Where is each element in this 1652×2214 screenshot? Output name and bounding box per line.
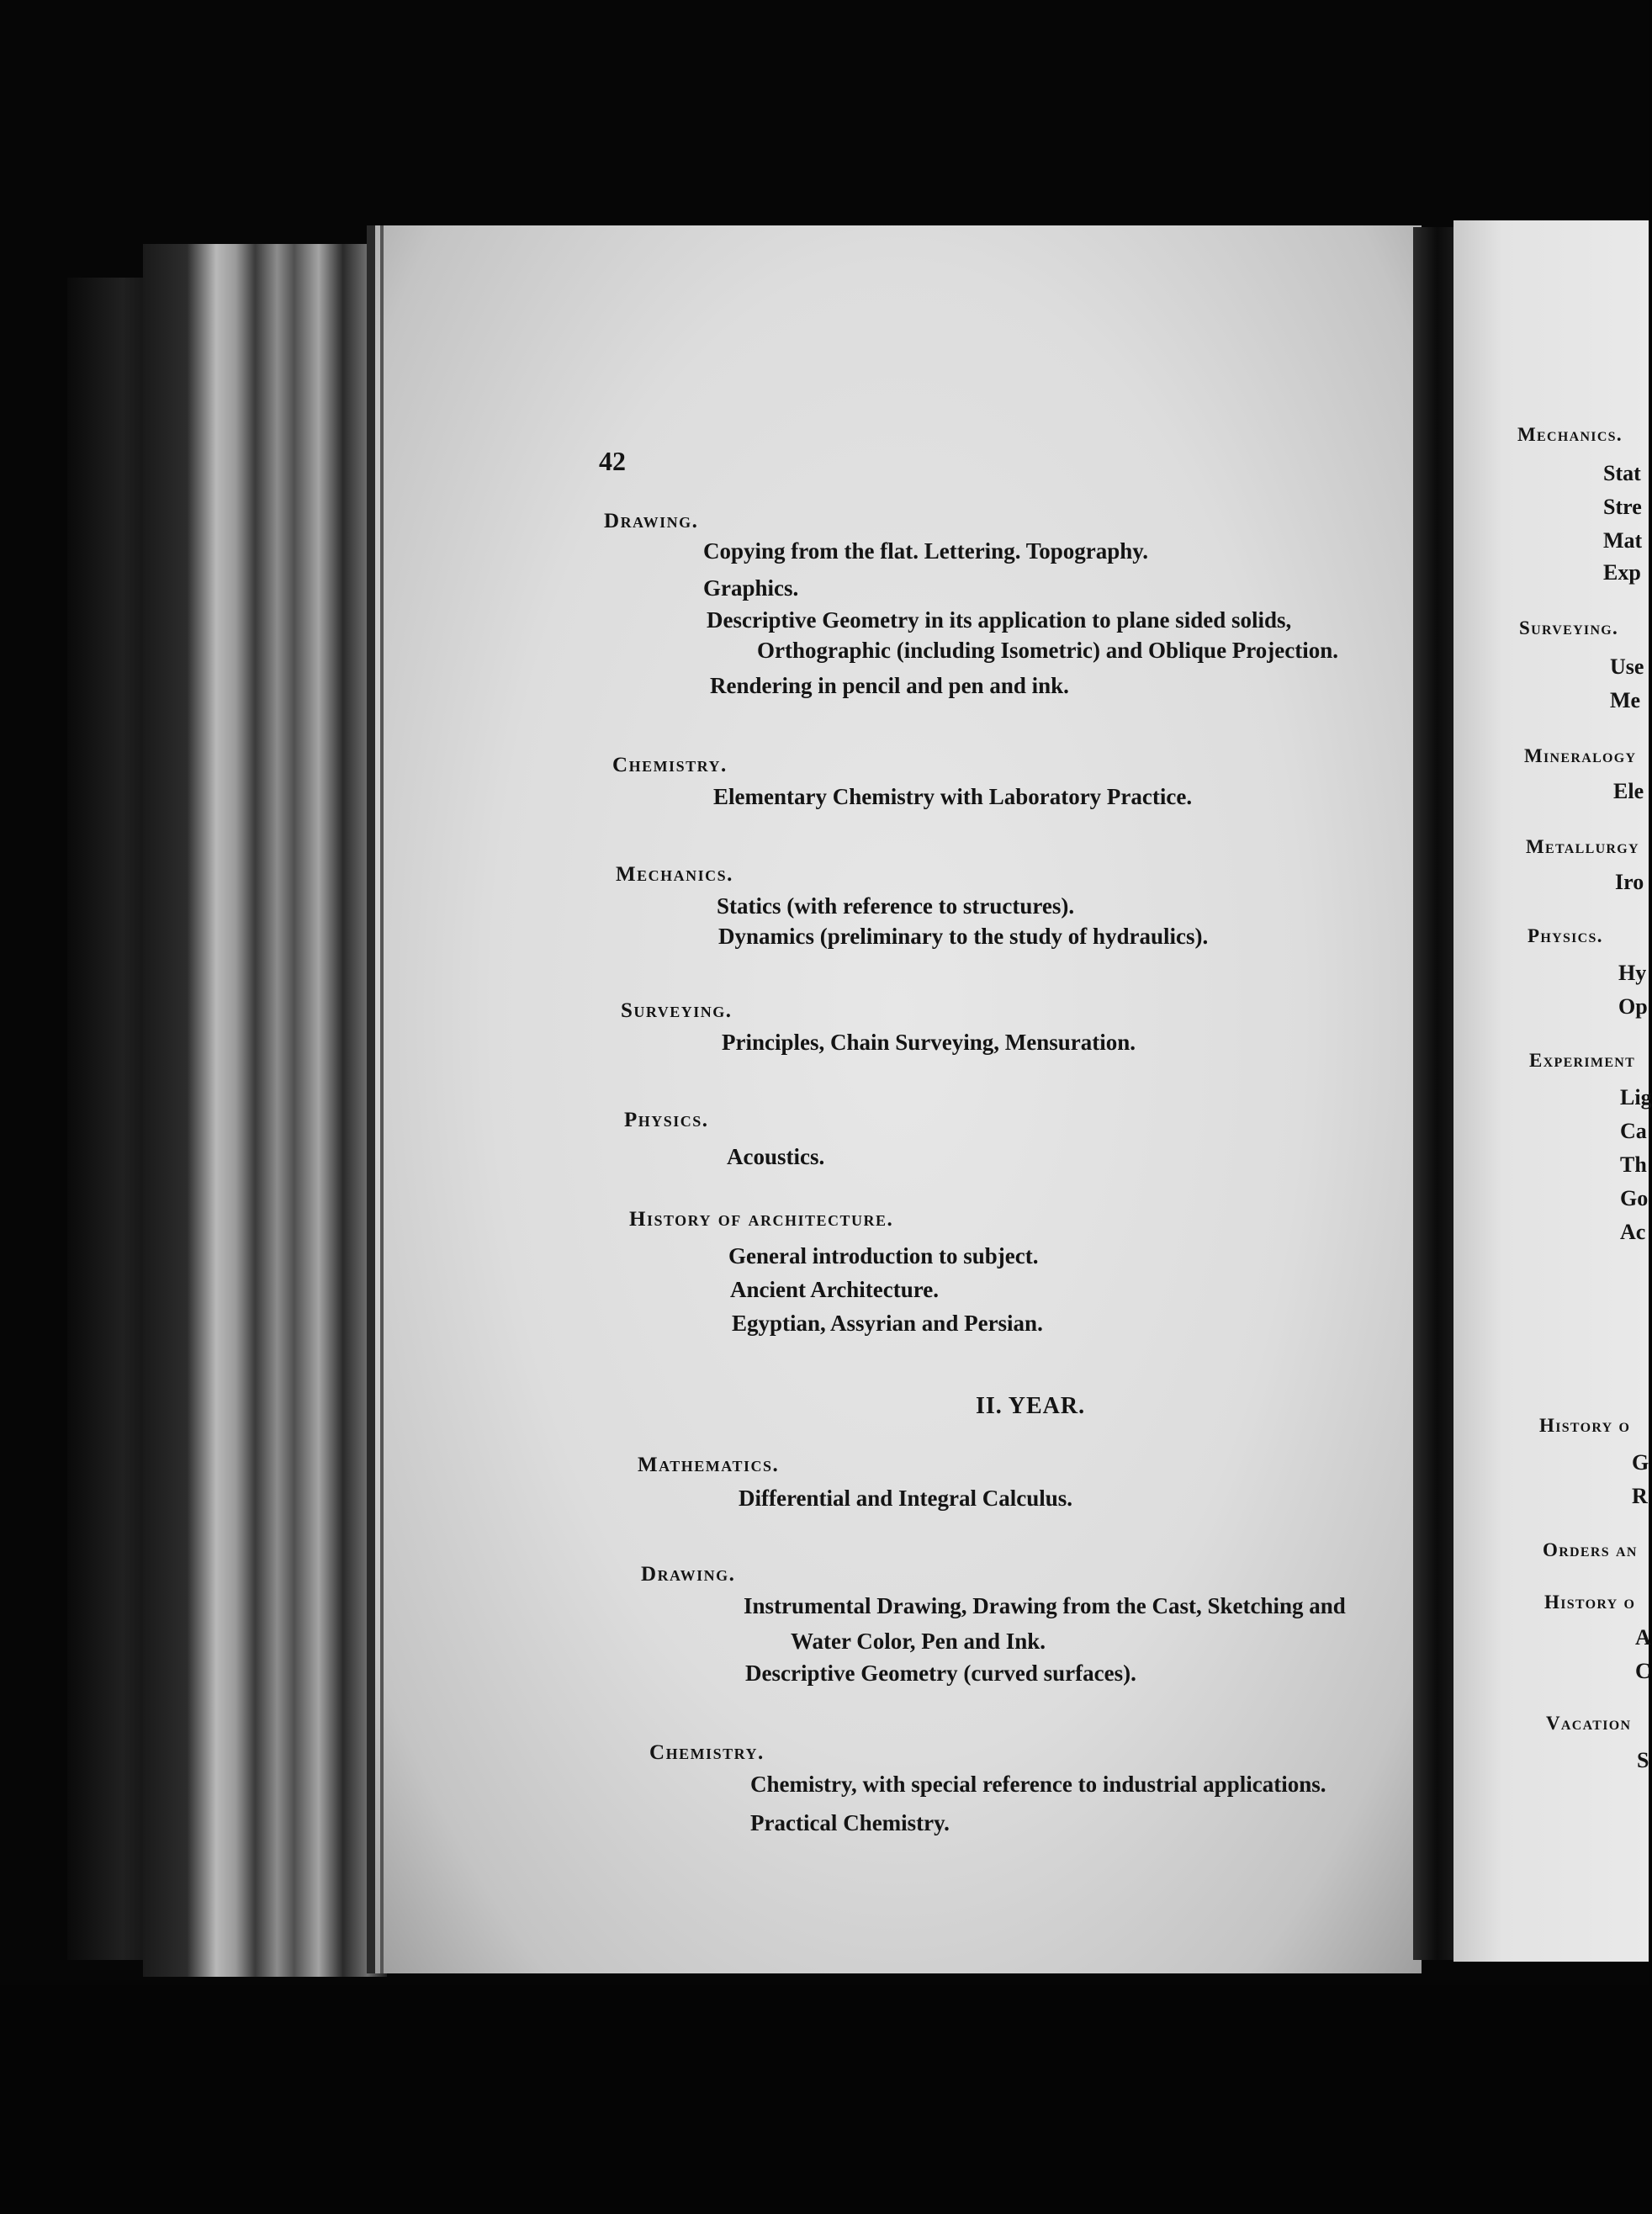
course-line: Rendering in pencil and pen and ink. — [710, 673, 1069, 698]
course-line: Differential and Integral Calculus. — [739, 1486, 1072, 1511]
course-line: Graphics. — [703, 575, 799, 601]
scan-background — [0, 1985, 1649, 2214]
right-line-fragment: Th — [1620, 1152, 1647, 1177]
course-line: Acoustics. — [727, 1144, 825, 1169]
course-line: Descriptive Geometry in its application to plane sided solids, — [707, 607, 1292, 633]
section-heading-surveying: Surveying. — [621, 999, 733, 1022]
right-line-fragment: Stre — [1603, 495, 1642, 519]
right-heading-fragment: Experiment — [1529, 1050, 1636, 1071]
course-line: Orthographic (including Isometric) and Oblique Projection. — [757, 638, 1339, 663]
right-line-fragment: Mat — [1603, 528, 1643, 553]
book-gutter — [1413, 227, 1457, 1960]
section-heading-chemistry: Chemistry. — [649, 1741, 765, 1764]
course-line: Principles, Chain Surveying, Mensuration. — [722, 1030, 1136, 1055]
right-line-fragment: Me — [1610, 688, 1641, 712]
course-line: General introduction to subject. — [728, 1243, 1039, 1269]
course-line: Water Color, Pen and Ink. — [791, 1629, 1046, 1654]
right-page-text-area — [1453, 220, 1652, 1962]
right-line-fragment: R — [1632, 1484, 1648, 1508]
right-heading-fragment: History o — [1544, 1592, 1636, 1613]
right-heading-fragment: Mineralogy — [1524, 745, 1637, 766]
right-line-fragment: Ca — [1620, 1119, 1647, 1143]
right-line-fragment: C — [1635, 1659, 1651, 1683]
right-heading-fragment: Orders an — [1543, 1539, 1638, 1560]
course-line: Copying from the flat. Lettering. Topography. — [703, 538, 1149, 564]
section-heading-chemistry: Chemistry. — [612, 754, 728, 776]
section-heading-history-of-architecture: History of architecture. — [629, 1208, 894, 1231]
right-line-fragment: Go — [1620, 1186, 1649, 1210]
right-line-fragment: Hy — [1618, 961, 1647, 985]
year-heading: II. YEAR. — [976, 1393, 1086, 1419]
right-line-fragment: Lig — [1620, 1085, 1652, 1110]
section-heading-drawing: Drawing. — [604, 510, 699, 532]
right-heading-fragment: Mechanics. — [1517, 424, 1623, 445]
right-line-fragment: S — [1637, 1748, 1649, 1772]
course-line: Ancient Architecture. — [730, 1277, 939, 1302]
right-line-fragment: Use — [1610, 654, 1644, 679]
left-page — [367, 225, 1422, 1973]
right-line-fragment: Ac — [1620, 1220, 1646, 1244]
right-line-fragment: G — [1632, 1450, 1649, 1475]
right-heading-fragment: History o — [1539, 1415, 1631, 1436]
right-line-fragment: Stat — [1603, 461, 1641, 485]
course-line: Chemistry, with special reference to industrial applications. — [750, 1772, 1326, 1797]
right-heading-fragment: Metallurgy — [1526, 836, 1639, 857]
course-line: Descriptive Geometry (curved surfaces). — [745, 1660, 1136, 1686]
page-stack-edges — [143, 244, 387, 1977]
right-line-fragment: Ele — [1613, 779, 1644, 803]
course-line: Elementary Chemistry with Laboratory Practice. — [713, 784, 1193, 809]
section-heading-mechanics: Mechanics. — [616, 863, 733, 886]
right-line-fragment: Exp — [1603, 560, 1641, 585]
right-heading-fragment: Surveying. — [1519, 617, 1619, 638]
course-line: Dynamics (preliminary to the study of hydraulics). — [718, 924, 1209, 949]
course-line: Statics (with reference to structures). — [717, 893, 1075, 919]
course-line: Practical Chemistry. — [750, 1810, 950, 1835]
right-line-fragment: Iro — [1615, 870, 1644, 894]
right-line-fragment: A — [1635, 1625, 1651, 1650]
right-line-fragment: Op — [1618, 994, 1648, 1019]
course-line: Egyptian, Assyrian and Persian. — [732, 1311, 1043, 1336]
right-heading-fragment: Vacation — [1546, 1713, 1632, 1734]
right-heading-fragment: Physics. — [1528, 925, 1603, 946]
section-heading-mathematics: Mathematics. — [638, 1454, 780, 1476]
section-heading-drawing: Drawing. — [641, 1563, 736, 1586]
section-heading-physics: Physics. — [624, 1109, 709, 1131]
page-number: 42 — [599, 446, 626, 476]
course-line: Instrumental Drawing, Drawing from the Cast, Sketching and — [744, 1593, 1346, 1618]
